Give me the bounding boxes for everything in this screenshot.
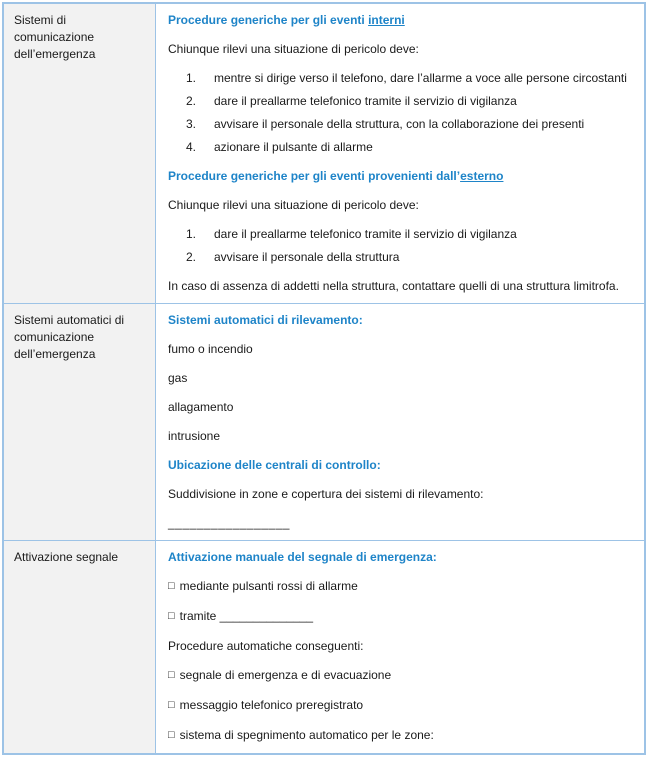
- checkbox-option-text: mediante pulsanti rossi di allarme: [179, 579, 358, 593]
- paragraph-intro-external: Chiunque rilevi una situazione di pericolo deve:: [168, 198, 419, 212]
- list-item-number: 2.: [186, 250, 197, 264]
- row-label-automatic-systems: Sistemi automatici di comunicazione dell’emergenza: [4, 304, 156, 540]
- checkbox-option: [168, 697, 632, 715]
- table-row: [4, 540, 644, 753]
- checkbox-icon: □: [168, 699, 175, 711]
- list-item-text: mentre si dirige verso il telefono, dare l’allarme a voce alle persone circostanti: [214, 71, 627, 85]
- checkbox-option: [168, 608, 632, 626]
- section-heading-internal-events: [168, 12, 632, 29]
- paragraph-detection-type: allagamento: [168, 400, 234, 414]
- paragraph-intro-internal: Chiunque rilevi una situazione di pericolo deve:: [168, 42, 419, 56]
- heading-prefix: Procedure generiche per gli eventi provenienti dall’: [168, 169, 461, 183]
- paragraph-detection-type: intrusione: [168, 429, 221, 443]
- checkbox-icon: □: [168, 580, 175, 592]
- list-item: [168, 93, 632, 110]
- checkbox-icon: □: [168, 610, 175, 622]
- paragraph-automatic-procedures-title: Procedure automatiche conseguenti:: [168, 639, 364, 653]
- list-item: [168, 249, 632, 266]
- checkbox-icon: □: [168, 669, 175, 681]
- list-item: [168, 116, 632, 133]
- list-item: [168, 226, 632, 243]
- checkbox-option: [168, 578, 632, 596]
- list-item-number: 1.: [186, 227, 197, 241]
- row-content-automatic-systems: [156, 304, 644, 540]
- paragraph-zone-coverage: Suddivisione in zone e copertura dei sistemi di rilevamento:: [168, 487, 484, 501]
- list-item-number: 2.: [186, 94, 197, 108]
- row-content-signal-activation: [156, 541, 644, 753]
- list-item: [168, 139, 632, 156]
- numbered-list-internal: [168, 70, 632, 156]
- list-item-number: 4.: [186, 140, 197, 154]
- table-row: [4, 303, 644, 540]
- list-item-text: avvisare il personale della struttura: [214, 250, 400, 264]
- checkbox-icon: □: [168, 729, 175, 741]
- list-item-number: 1.: [186, 71, 197, 85]
- section-heading-external-events: [168, 168, 632, 185]
- checkbox-option: [168, 667, 632, 685]
- paragraph-absence-note: In caso di assenza di addetti nella struttura, contattare quelli di una struttura limitrofa.: [168, 279, 619, 293]
- checkbox-option: [168, 727, 632, 745]
- list-item-text: avvisare il personale della struttura, con la collaborazione dei presenti: [214, 117, 585, 131]
- section-heading-manual-activation: Attivazione manuale del segnale di emergenza:: [168, 550, 437, 564]
- paragraph-detection-type: gas: [168, 371, 188, 385]
- row-content-communication-systems: [156, 4, 644, 303]
- row-label-signal-activation: Attivazione segnale: [4, 541, 156, 753]
- emergency-plan-table: [2, 2, 646, 755]
- fill-in-blank-line: _________________: [168, 516, 290, 530]
- checkbox-option-text: sistema di spegnimento automatico per le zone:: [179, 728, 434, 742]
- checkbox-option-text: tramite ______________: [179, 609, 314, 623]
- list-item-text: dare il preallarme telefonico tramite il servizio di vigilanza: [214, 94, 517, 108]
- paragraph-detection-type: fumo o incendio: [168, 342, 253, 356]
- list-item: [168, 70, 632, 87]
- checkbox-option-text: segnale di emergenza e di evacuazione: [179, 668, 392, 682]
- table-row: [4, 4, 644, 303]
- row-label-communication-systems: Sistemi di comunicazione dell’emergenza: [4, 4, 156, 303]
- list-item-number: 3.: [186, 117, 197, 131]
- numbered-list-external: [168, 226, 632, 266]
- heading-prefix: Procedure generiche per gli eventi: [168, 13, 369, 27]
- heading-underlined-word: esterno: [460, 169, 504, 183]
- section-heading-control-units-location: Ubicazione delle centrali di controllo:: [168, 458, 381, 472]
- list-item-text: azionare il pulsante di allarme: [214, 140, 373, 154]
- list-item-text: dare il preallarme telefonico tramite il servizio di vigilanza: [214, 227, 517, 241]
- checkbox-option-text: messaggio telefonico preregistrato: [179, 698, 364, 712]
- heading-underlined-word: interni: [368, 13, 405, 27]
- section-heading-detection-systems: Sistemi automatici di rilevamento:: [168, 313, 363, 327]
